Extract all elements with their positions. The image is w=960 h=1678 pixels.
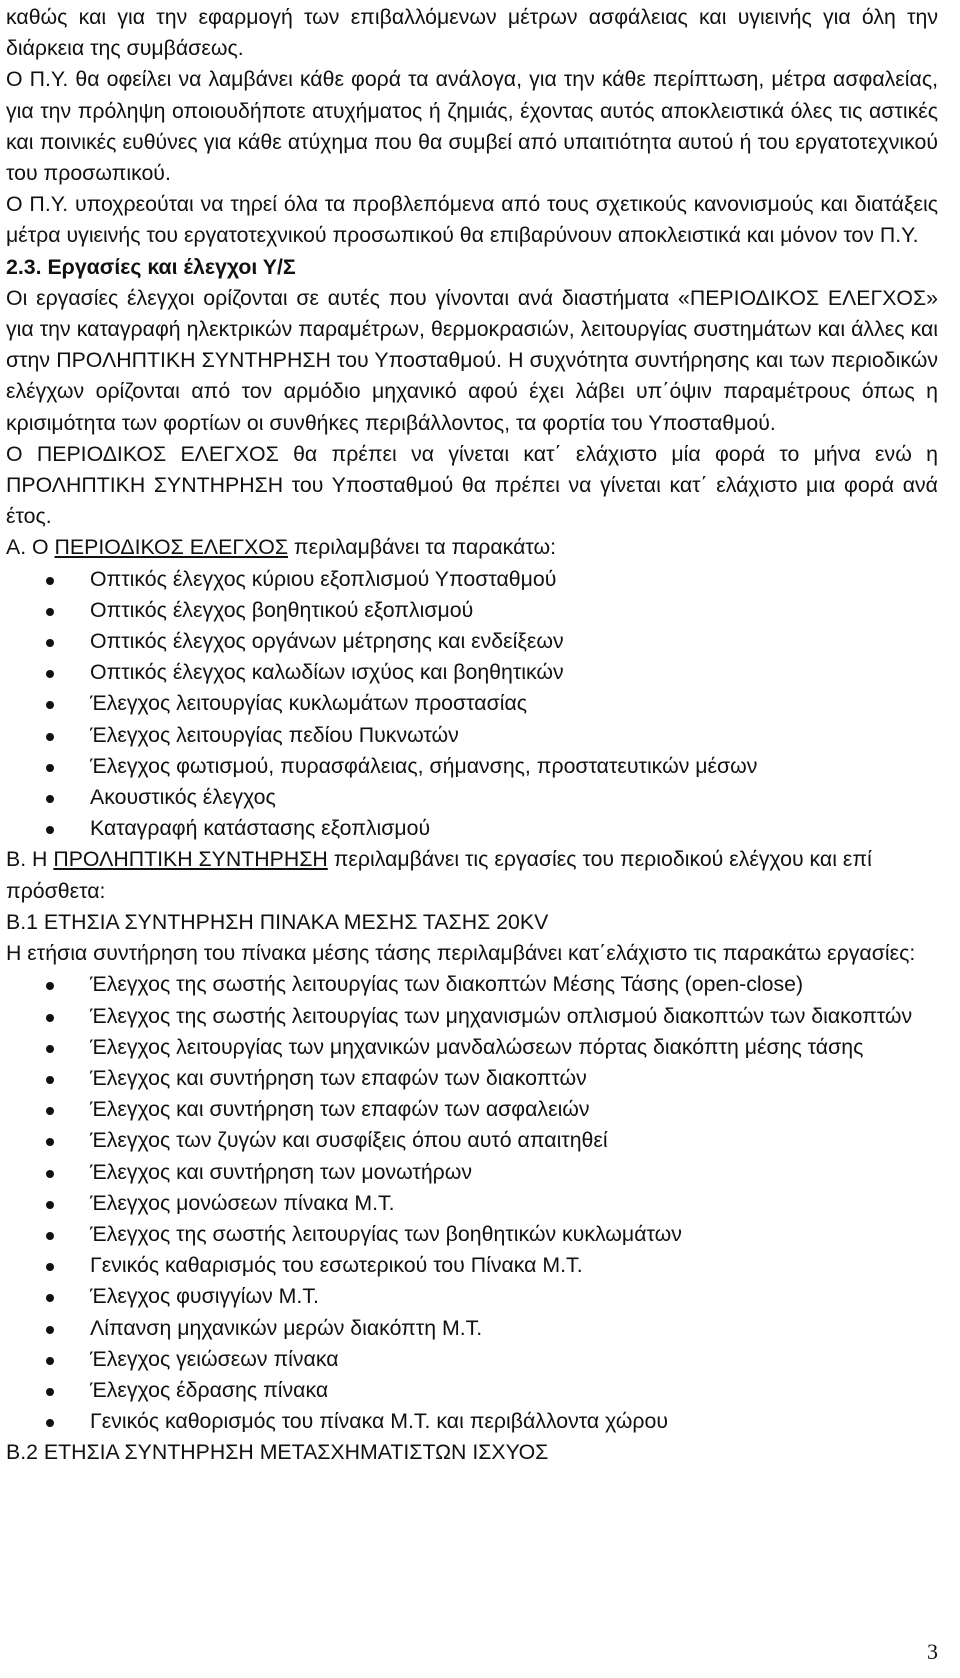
- list-item: [6, 1344, 938, 1375]
- list-item: [6, 1375, 938, 1406]
- list-item-text: Γενικός καθαρισμός του εσωτερικού του Πίνακα Μ.Τ.: [90, 1253, 583, 1278]
- list-item-text: Έλεγχος λειτουργίας των μηχανικών μανδαλώσεων πόρτας διακόπτη μέσης τάσης: [90, 1034, 864, 1059]
- part-b-suffix: περιλαμβάνει τις εργασίες του περιοδικού ελέγχου και επί πρόσθετα:: [6, 847, 872, 903]
- list-item-text: Οπτικός έλεγχος βοηθητικού εξοπλισμού: [90, 597, 474, 622]
- list-item-text: Έλεγχος μονώσεων πίνακα Μ.Τ.: [90, 1190, 395, 1215]
- part-a-suffix: περιλαμβάνει τα παρακάτω:: [288, 535, 557, 560]
- document-page: [6, 2, 938, 1469]
- list-item: [6, 1063, 938, 1094]
- list-item-text: Έλεγχος φυσιγγίων Μ.Τ.: [90, 1284, 319, 1309]
- bullet-icon: [46, 733, 54, 741]
- b1-intro: Η ετήσια συντήρηση του πίνακα μέσης τάσης περιλαμβάνει κατ΄ελάχιστο τις παρακάτω εργασίες:: [6, 941, 916, 966]
- list-item: [6, 626, 938, 657]
- part-b-prefix: Β. Η: [6, 847, 54, 872]
- part-a-prefix: Α. Ο: [6, 535, 55, 560]
- list-item: [6, 1094, 938, 1125]
- list-item: [6, 688, 938, 719]
- list-item-text: Έλεγχος γειώσεων πίνακα: [90, 1346, 339, 1371]
- list-item-text: Ακουστικός έλεγχος: [90, 785, 276, 810]
- bullet-icon: [46, 670, 54, 678]
- bullet-icon: [46, 982, 54, 990]
- periodic-inspection-list: [6, 564, 938, 845]
- section-heading: 2.3. Εργασίες και έλεγχοι Υ/Σ: [6, 254, 296, 279]
- b2-heading: Β.2 ΕΤΗΣΙΑ ΣΥΝΤΗΡΗΣΗ ΜΕΤΑΣΧΗΜΑΤΙΣΤΩΝ ΙΣΧΥΟΣ: [6, 1440, 549, 1465]
- bullet-icon: [46, 826, 54, 834]
- list-item: [6, 1032, 938, 1063]
- list-item-text: Έλεγχος έδρασης πίνακα: [90, 1377, 329, 1402]
- list-item-text: Έλεγχος των ζυγών και συσφίξεις όπου αυτό απαιτηθεί: [90, 1128, 608, 1153]
- bullet-icon: [46, 1170, 54, 1178]
- list-item: [6, 1250, 938, 1281]
- list-item: [6, 1406, 938, 1437]
- bullet-icon: [46, 1076, 54, 1084]
- list-item-text: Έλεγχος της σωστής λειτουργίας των διακοπτών Μέσης Τάσης (open-close): [90, 972, 804, 997]
- list-item: [6, 1157, 938, 1188]
- list-item-text: Έλεγχος και συντήρηση των μονωτήρων: [90, 1159, 473, 1184]
- list-item-text: Οπτικός έλεγχος οργάνων μέτρησης και ενδείξεων: [90, 629, 564, 654]
- bullet-icon: [46, 1138, 54, 1146]
- bullet-icon: [46, 1107, 54, 1115]
- bullet-icon: [46, 608, 54, 616]
- bullet-icon: [46, 764, 54, 772]
- paragraph-inspection-frequency: Ο ΠΕΡΙΟΔΙΚΟΣ ΕΛΕΓΧΟΣ θα πρέπει να γίνεται κατ΄ ελάχιστο μία φορά το μήνα ενώ η ΠΡΟΛΗΠΤΙΚΗ ΣΥΝΤΗΡΗΣΗ του Υποσταθμού θα πρέπει να γίνεται κατ΄ ελάχιστο μια φορά ανά έτος.: [6, 441, 938, 529]
- list-item: [6, 720, 938, 751]
- list-item-text: Έλεγχος φωτισμού, πυρασφάλειας, σήμανσης, προστατευτικών μέσων: [90, 753, 758, 778]
- list-item-text: Έλεγχος λειτουργίας πεδίου Πυκνωτών: [90, 722, 459, 747]
- list-item: [6, 813, 938, 844]
- list-item: [6, 969, 938, 1000]
- list-item: [6, 564, 938, 595]
- page-number: 3: [927, 1639, 938, 1664]
- bullet-icon: [46, 1263, 54, 1271]
- list-item-text: Οπτικός έλεγχος καλωδίων ισχύος και βοηθητικών: [90, 660, 564, 685]
- bullet-icon: [46, 1388, 54, 1396]
- bullet-icon: [46, 1326, 54, 1334]
- list-item: [6, 1125, 938, 1156]
- bullet-icon: [46, 701, 54, 709]
- bullet-icon: [46, 1419, 54, 1427]
- part-a-intro: [6, 532, 938, 563]
- paragraph-contractor-liability: Ο Π.Υ. θα οφείλει να λαμβάνει κάθε φορά τα ανάλογα, για την κάθε περίπτωση, μέτρα ασφαλείας, για την πρόληψη οποιουδήποτε ατυχήματος ή ζημιάς, έχοντας αυτός αποκλειστικά όλες τις αστικές και ποινικές ευθύνες για κάθε ατύχημα που θα συμβεί από υπαιτιότητα αυτού ή του εργατοτεχνικού του προσωπικού.: [6, 67, 938, 186]
- list-item: [6, 595, 938, 626]
- list-item: [6, 1313, 938, 1344]
- bullet-icon: [46, 1014, 54, 1022]
- part-b-term: ΠΡΟΛΗΠΤΙΚΗ ΣΥΝΤΗΡΗΣΗ: [53, 847, 328, 872]
- bullet-icon: [46, 639, 54, 647]
- bullet-icon: [46, 1201, 54, 1209]
- list-item-text: Έλεγχος και συντήρηση των επαφών των ασφαλειών: [90, 1097, 590, 1122]
- b1-heading: Β.1 ΕΤΗΣΙΑ ΣΥΝΤΗΡΗΣΗ ΠΙΝΑΚΑ ΜΕΣΗΣ ΤΑΣΗΣ 20KV: [6, 909, 549, 934]
- list-item-text: Έλεγχος της σωστής λειτουργίας των βοηθητικών κυκλωμάτων: [90, 1221, 682, 1246]
- list-item-text: Γενικός καθορισμός του πίνακα Μ.Τ. και περιβάλλοντα χώρου: [90, 1409, 668, 1434]
- list-item: [6, 751, 938, 782]
- paragraph-inspections-definition: Οι εργασίες έλεγχοι ορίζονται σε αυτές που γίνονται ανά διαστήματα «ΠΕΡΙΟΔΙΚΟΣ ΕΛΕΓΧΟΣ» για την καταγραφή ηλεκτρικών παραμέτρων, θερμοκρασιών, λειτουργίας συστημάτων και άλλες και στην ΠΡΟΛΗΠΤΙΚΗ ΣΥΝΤΗΡΗΣΗ του Υποσταθμού. Η συχνότητα συντήρησης και των περιοδικών ελέγχων ορίζονται από τον αρμόδιο μηχανικό αφού έχει λάβει υπ΄όψιν παραμέτρους όπως η κρισιμότητα των φορτίων οι συνθήκες περιβάλλοντος, τα φορτία του Υποσταθμού.: [6, 285, 938, 435]
- bullet-icon: [46, 795, 54, 803]
- bullet-icon: [46, 1357, 54, 1365]
- bullet-icon: [46, 1045, 54, 1053]
- part-b-intro: [6, 844, 938, 906]
- list-item: [6, 1281, 938, 1312]
- list-item: [6, 782, 938, 813]
- bullet-icon: [46, 1294, 54, 1302]
- list-item-text: Έλεγχος της σωστής λειτουργίας των μηχανισμών οπλισμού διακοπτών των διακοπτών: [90, 1003, 913, 1028]
- list-item-text: Καταγραφή κατάστασης εξοπλισμού: [90, 816, 431, 841]
- list-item-text: Έλεγχος και συντήρηση των επαφών των διακοπτών: [90, 1065, 587, 1090]
- annual-mv-panel-maintenance-list: [6, 969, 938, 1437]
- part-a-term: ΠΕΡΙΟΔΙΚΟΣ ΕΛΕΓΧΟΣ: [54, 535, 288, 560]
- list-item-text: Έλεγχος λειτουργίας κυκλωμάτων προστασίας: [90, 691, 528, 716]
- list-item-text: Λίπανση μηχανικών μερών διακόπτη Μ.Τ.: [90, 1315, 483, 1340]
- bullet-icon: [46, 577, 54, 585]
- paragraph-safety-measures: καθώς και για την εφαρμογή των επιβαλλόμενων μέτρων ασφάλειας και υγιεινής για όλη την διάρκεια της συμβάσεως.: [6, 5, 938, 61]
- paragraph-hygiene-rules: Ο Π.Υ. υποχρεούται να τηρεί όλα τα προβλεπόμενα από τους σχετικούς κανονισμούς και διατάξεις μέτρα υγιεινής του εργατοτεχνικού προσωπικού θα επιβαρύνουν αποκλειστικά και μόνον τον Π.Υ.: [6, 192, 938, 248]
- list-item: [6, 1188, 938, 1219]
- list-item: [6, 1219, 938, 1250]
- list-item-text: Οπτικός έλεγχος κύριου εξοπλισμού Υποσταθμού: [90, 566, 557, 591]
- list-item: [6, 1001, 938, 1032]
- list-item: [6, 657, 938, 688]
- bullet-icon: [46, 1232, 54, 1240]
